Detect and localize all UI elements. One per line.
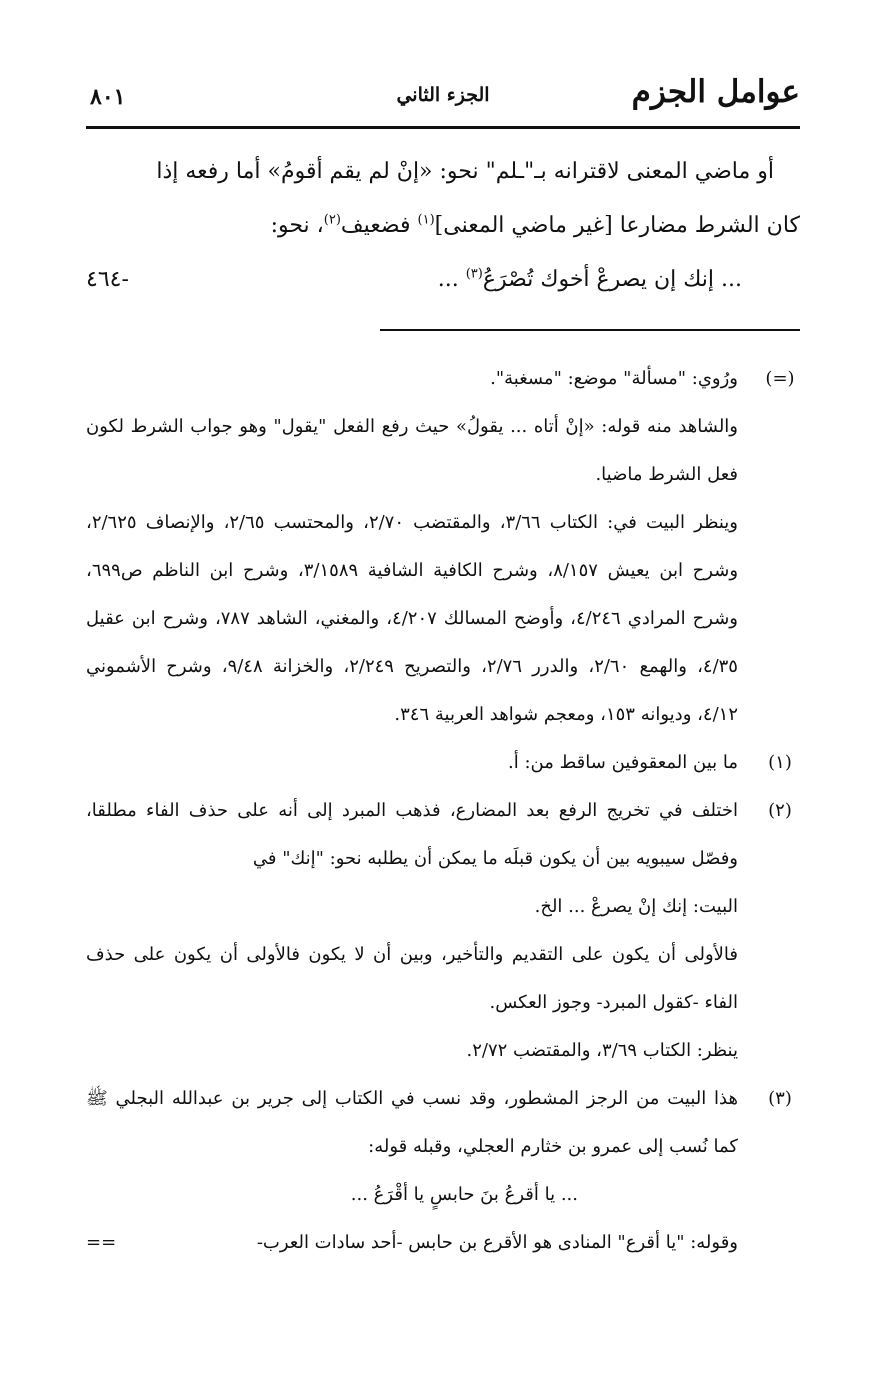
running-title: عوامل الجزم bbox=[631, 74, 800, 110]
verse-end: ... bbox=[437, 267, 466, 292]
footnote-2 bbox=[86, 787, 800, 1075]
volume-label: الجزء الثاني bbox=[396, 84, 490, 106]
footnote-marker: (=) bbox=[765, 368, 795, 389]
continued-mark: == bbox=[86, 1232, 117, 1253]
footnote-marker: (٣) bbox=[768, 1088, 792, 1109]
footnote-line: والشاهد منه قوله: «إنْ أتاه ... يقولُ» حيث رفع الفعل "يقول" وهو جواب الشرط لكون فعل الشرط ماضيا. bbox=[86, 416, 738, 485]
book-page bbox=[86, 70, 800, 1267]
footnote-line: فالأولى أن يكون على التقديم والتأخير، وبين أن لا يكون فالأولى أن يكون على حذف الفاء -كقول المبرد- وجوز العكس. bbox=[86, 944, 738, 1013]
footnote-line: ما بين المعقوفين ساقط من: أ. bbox=[508, 752, 738, 773]
footnote-marker: (١) bbox=[768, 752, 792, 773]
footnote-line: البيت: إنك إنْ يصرعْ ... الخ. bbox=[534, 896, 738, 917]
page-header bbox=[86, 70, 800, 129]
footnote-separator bbox=[380, 329, 800, 331]
verse-number: -٤٦٤ bbox=[86, 267, 129, 292]
main-text bbox=[86, 145, 800, 307]
verse-line bbox=[86, 253, 800, 307]
footnote-line: ينظر: الكتاب ٣/٦٩، والمقتضب ٢/٧٢. bbox=[466, 1040, 738, 1061]
footnote-ref-1: (١) bbox=[417, 212, 435, 228]
footnote-line: وينظر البيت في: الكتاب ٣/٦٦، والمقتضب ٢/٧٠، والمحتسب ٢/٦٥، والإنصاف ٢/٦٢٥، وشرح ابن يعيش ٨/١٥٧، وشرح الكافية الشافية ٣/١٥٨٩، وشرح ابن الناظم ص٦٩٩، وشرح المرادي ٤/٢٤٦، وأوضح المسالك ٤/٢٠٧، والمغني، الشاهد ٧٨٧، وشرح ابن عقيل ٤/٣٥، والهمع ٢/٦٠، والدرر ٢/٧٦، والتصريح ٢/٢٤٩، والخزانة ٩/٤٨، وشرح الأشموني ٤/١٢، وديوانه ١٥٣، ومعجم شواهد العربية ٣٤٦. bbox=[86, 512, 739, 725]
footnote-verse: ... يا أقرعُ بنَ حابسٍ يا أقْرَعُ ... bbox=[350, 1184, 578, 1205]
main-line-2 bbox=[86, 199, 800, 253]
footnote-ref-3: (٣) bbox=[465, 266, 483, 282]
footnote-line: هذا البيت من الرجز المشطور، وقد نسب في الكتاب إلى جرير بن عبدالله البجلي ﷺ كما نُسب إلى عمرو بن خثارم العجلي، وقبله قوله: bbox=[86, 1088, 738, 1157]
footnote-line: اختلف في تخريج الرفع بعد المضارع، فذهب المبرد إلى أنه على حذف الفاء مطلقا، وفصّل سيبويه بين أن يكون قبلَه ما يمكن أن يطلبه نحو: "إنك" في bbox=[86, 800, 738, 869]
main-line-1: أو ماضي المعنى لاقترانه بـ"ـلم" نحو: «إنْ لم يقم أقومُ» أما رفعه إذا bbox=[156, 159, 774, 184]
footnote-1 bbox=[86, 739, 800, 787]
main-line-2-c: ، نحو: bbox=[270, 213, 324, 238]
verse-text: ... إنك إن يصرعْ أخوك تُصْرَعُ bbox=[482, 267, 742, 292]
footnote-line: ورُوي: "مسألة" موضع: "مسغبة". bbox=[490, 368, 738, 389]
footnote-3 bbox=[86, 1075, 800, 1267]
main-line-2-b: فضعيف bbox=[340, 213, 418, 238]
footnote-continued bbox=[86, 355, 800, 739]
main-line-2-a: كان الشرط مضارعا [غير ماضي المعنى] bbox=[434, 213, 800, 238]
footnotes bbox=[86, 355, 800, 1267]
footnote-line: وقوله: "يا أقرع" المنادى هو الأقرع بن حابس -أحد سادات العرب- bbox=[256, 1232, 738, 1253]
footnote-marker: (٢) bbox=[768, 800, 792, 821]
footnote-ref-2: (٢) bbox=[323, 212, 341, 228]
verse-text-wrap bbox=[438, 253, 742, 307]
page-number: ٨٠١ bbox=[90, 84, 126, 110]
